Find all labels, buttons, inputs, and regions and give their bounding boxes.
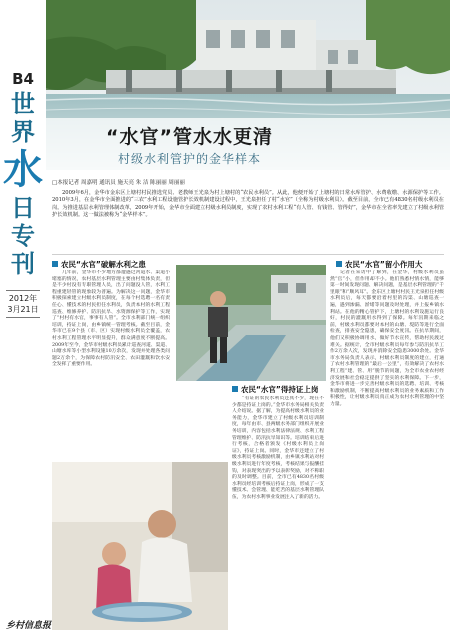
- article-lead: 2009年6月，金华市金东区上塘村村民推选党员、老教师王光泉为村上塘村的“农民水利员”。从此，他便开始了上塘村的日常水库管护、水费收缴、水源保护等工作。2010年3月，在金华市全面推进的“三农”水利工程设施管护长效机制建设过程中，王光泉担任了村“水官”（全称为村级水利员）。截至目前，全市已有4830名村级水利员在岗。为推进基层水利管理体制改革，2009年开始，金华市全面建立村级水利员制度，实现了农村水利工程“有人管、有钱管、管得好”，金华市在全省率先建立了村级水利管护长效机制。这一做法被称为“金华样本”。: [52, 190, 445, 219]
- section-heading-3: 农民“水官”得持证上岗: [232, 384, 318, 395]
- issue-day: 3月21日: [7, 305, 39, 314]
- article-column-2: [330, 270, 444, 610]
- vertical-title-char-4: 日: [11, 194, 35, 222]
- issue-date: [6, 290, 40, 318]
- newspaper-masthead: 乡村信息报: [6, 621, 52, 631]
- page-number: B4: [12, 70, 34, 88]
- column-2-text: 记者在采访中了解到，在金华，村级水利员虽然“官”小，但作用却不小。他们熟悉村情水情，能够第一时间发现问题、解决问题，是基层水利管理的“千里眼”和“顺风耳”。金东区上塘村村民王光泉担任村级水利员后，每天都要沿着村里的沟渠、山塘巡查一遍，遇到渗漏、淤堵等问题及时处理，并上报乡镇水利站。在他的精心管护下，上塘村的水利设施运行良好，村民的灌溉用水得到了保障。每年汛期来临之前，村级水利员都要对本村的山塘、堤防等进行全面检查，排查安全隐患，确保安全度汛。在抗旱期间，他们又积极协调用水，做好节水宣传，帮助村民渡过难关。据统计，全市村级水利员每年参与防汛抗旱工作2万余人次，发现并消除安全隐患3000余处。金华市水务局负责人表示，村级水利员制度的建立，打通了农村水利管理的“最后一公里”，有效解决了农村水利工程“建、管、用”脱节的问题，为全市农业农村经济发展和社会稳定提供了坚实的水利保障。下一步，金华市将进一步完善村级水利员的选聘、培训、考核和激励机制，不断提高村级水利员的业务素质和工作积极性，让村级水利员真正成为农村水利管理的中坚力量。: [330, 270, 444, 407]
- column-3-text: “有证的农民水利员还真不少，现在不少都是持证上岗的。”金华市水务局相关负责人介绍说。据了解，为提高村级水利员的业务能力，金华市建立了村级水利员培训制度，每年由市、县两级水务部门组织开展业务培训，内容包括水利法律法规、水利工程管理维护、防汛抗旱知识等。培训结束后进行考核，合格者颁发《村级水利员上岗证》，持证上岗。同时，金华市还建立了村级水利员考核激励机制，由乡镇水利站对村级水利员进行年度考核，考核结果与报酬挂钩，对表现突出的予以表彰奖励，对不称职的及时调整。目前，全市已有4830名村级水利员经培训考核后持证上岗，形成了一支懂技术、会管理、能吃苦的基层水利管理队伍，为农村水利事业发展注入了新的活力。: [232, 396, 324, 500]
- vertical-title-char-6: 刊: [11, 250, 35, 278]
- article-column-3: [232, 396, 324, 610]
- issue-year: 2012年: [8, 294, 38, 303]
- column-1-text: 几年前，金华市不少地方都遭遇过河道水、渠道小堵塞的情况，农村基层水利管理主要由村集体负责，但是不少村没有专职管理人员，出了问题没人管，水利工程重建轻管的现象较为普遍。为解决这一问题，金华市积极探索建立村级水利员制度，在每个村选聘一名有责任心、懂技术的村民担任水利员，负责本村的水利工程巡查、维修养护、防汛抗旱、水资源保护等工作，实现了“村村有水官，事事有人管”。全市水利部门统一组织培训，持证上岗，由乡镇统一管理考核。截至目前，金华市已在9个县（市、区）实现村级水利员全覆盖，农村水利工程管理水平明显提升，群众满意度不断提高。2009年至今，金华市村级水利员累计巡查河道、渠道、山塘水库等小型水利设施10万余次，发现并处理各类问题2万余个，为保障农村防汛安全、农田灌溉和饮水安全发挥了重要作用。: [52, 270, 170, 368]
- photo-1-illustration: [176, 265, 326, 381]
- headline-block: [46, 116, 450, 172]
- article-subhead: 村级水利管护的金华样本: [118, 152, 262, 166]
- section-heading-2: 农民“水官”留小作用大: [336, 259, 422, 270]
- section-heading-1: 农民“水官”破解水利之患: [52, 259, 146, 270]
- vertical-title-char-3: 水: [3, 147, 43, 193]
- side-strip: [0, 0, 52, 640]
- vertical-title-char-2: 界: [11, 118, 35, 146]
- article-byline: □本报记者 周嘉明 通讯员 施天亮 朱 洁 陈丽丽 周丽丽: [52, 180, 185, 186]
- photo-water-officer-canal: [176, 265, 326, 381]
- article-headline: “水官”管水水更清: [106, 126, 273, 148]
- vertical-title-char-1: 世: [11, 90, 35, 118]
- photo-villagers-washing: [52, 462, 228, 630]
- vertical-title-char-5: 专: [11, 222, 35, 250]
- divider-rule: [52, 254, 444, 255]
- article-column-1: [52, 270, 170, 460]
- photo-2-illustration: [52, 462, 228, 630]
